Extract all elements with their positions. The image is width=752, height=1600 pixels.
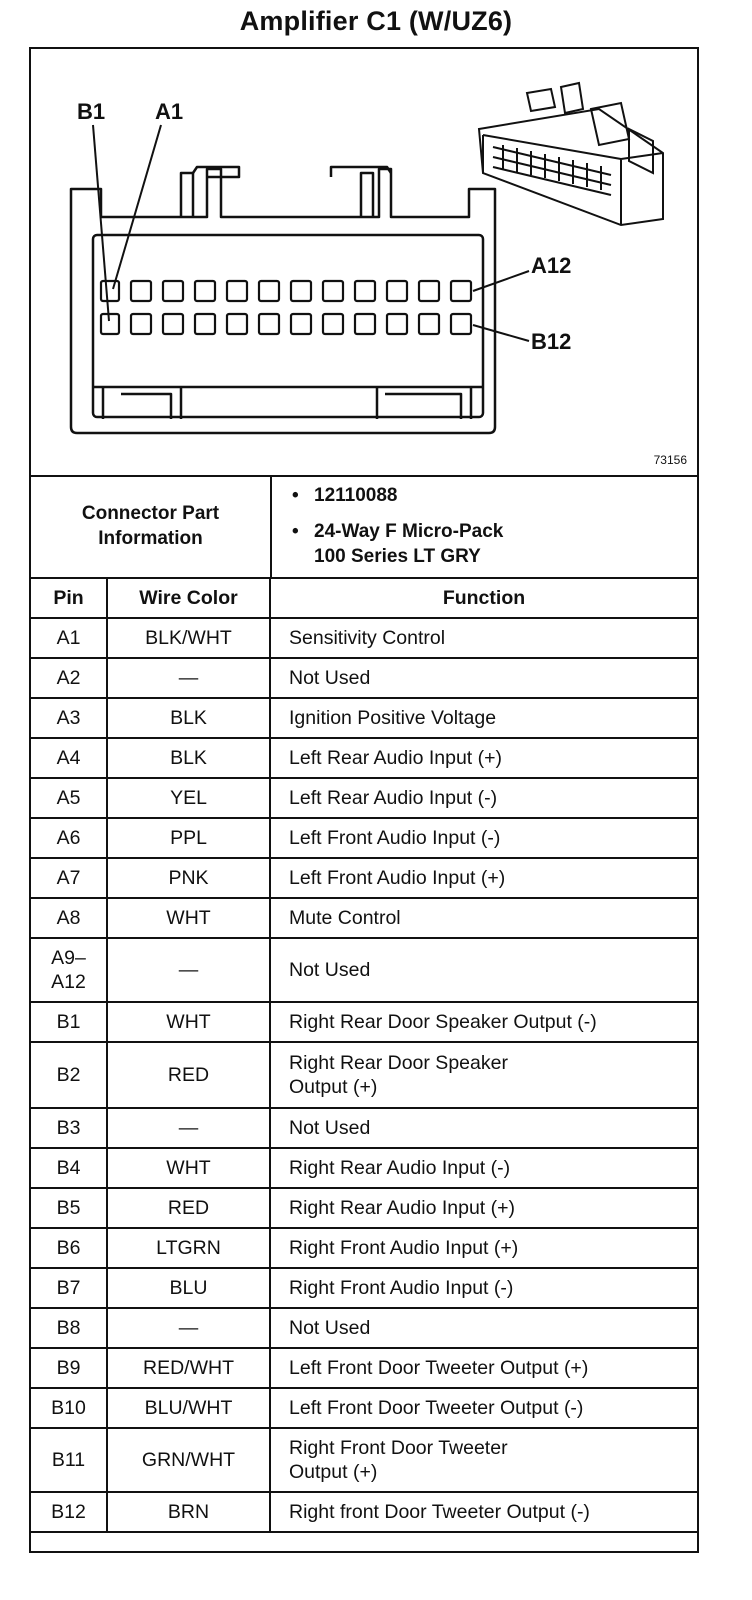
wire-color-cell: LTGRN [107, 1228, 270, 1268]
wire-color-cell: — [107, 1308, 270, 1348]
function-cell: Right Front Audio Input (-) [270, 1268, 697, 1308]
pin-cavities [101, 281, 471, 334]
function-cell: Mute Control [270, 898, 697, 938]
function-cell: Not Used [270, 658, 697, 698]
wire-color-cell: PNK [107, 858, 270, 898]
connector-diagram [31, 49, 697, 477]
wire-color-cell: BLU/WHT [107, 1388, 270, 1428]
function-cell: Sensitivity Control [270, 618, 697, 658]
connector-sheet [29, 47, 699, 1553]
function-cell: Left Front Audio Input (+) [270, 858, 697, 898]
function-cell: Right Rear Door Speaker Output (-) [270, 1002, 697, 1042]
function-line1: Right Front Door Tweeter [289, 1437, 508, 1459]
function-cell: Not Used [270, 1308, 697, 1348]
pin-cell: B7 [31, 1268, 107, 1308]
pin-cell: A4 [31, 738, 107, 778]
wire-color-cell: — [107, 938, 270, 1002]
function-cell: Left Front Door Tweeter Output (-) [270, 1388, 697, 1428]
wire-color-cell: — [107, 658, 270, 698]
wire-color-cell: RED [107, 1188, 270, 1228]
pin-cell [31, 938, 107, 1002]
pin-cell: B8 [31, 1308, 107, 1348]
wire-color-cell: BRN [107, 1492, 270, 1532]
table-row [31, 1492, 697, 1532]
wire-color-cell: BLU [107, 1268, 270, 1308]
table-row [31, 738, 697, 778]
function-cell: Not Used [270, 1108, 697, 1148]
wire-color-cell: — [107, 1108, 270, 1148]
table-row [31, 818, 697, 858]
pin-cell: A3 [31, 698, 107, 738]
function-line2: Output (+) [289, 1461, 378, 1483]
table-row [31, 1308, 697, 1348]
label-a1: A1 [155, 99, 184, 124]
connector-info-heading-line1: Connector Part [81, 503, 220, 524]
connector-info-heading [31, 475, 272, 577]
wire-color-cell: WHT [107, 1002, 270, 1042]
wire-color-cell: RED/WHT [107, 1348, 270, 1388]
function-cell: Not Used [270, 938, 697, 1002]
page-title: Amplifier C1 (W/UZ6) [239, 6, 513, 36]
wire-color-cell: BLK/WHT [107, 618, 270, 658]
label-b12: B12 [531, 329, 572, 354]
table-row [31, 1348, 697, 1388]
connector-face-drawing [31, 49, 697, 475]
wire-color-cell: BLK [107, 698, 270, 738]
function-line2: Output (+) [289, 1076, 378, 1098]
pin-cell: B3 [31, 1108, 107, 1148]
connector-description-item [292, 519, 504, 569]
pin-cell: B2 [31, 1042, 107, 1108]
wire-color-cell: BLK [107, 738, 270, 778]
connector-description-line1: 24-Way F Micro-Pack [314, 521, 504, 542]
pin-line1: A9– [51, 947, 86, 969]
function-cell: Right front Door Tweeter Output (-) [270, 1492, 697, 1532]
wire-color-cell: RED [107, 1042, 270, 1108]
leader-lines [93, 125, 529, 341]
function-line1: Right Rear Door Speaker [289, 1052, 508, 1074]
function-cell: Right Rear Audio Input (-) [270, 1148, 697, 1188]
wire-color-cell: PPL [107, 818, 270, 858]
table-row [31, 1228, 697, 1268]
function-cell: Left Rear Audio Input (-) [270, 778, 697, 818]
connector-info-details [272, 475, 697, 577]
pin-cell: A1 [31, 618, 107, 658]
table-row [31, 938, 697, 1002]
part-number: 12110088 [314, 485, 398, 506]
pin-line2: A12 [51, 971, 86, 993]
label-a12: A12 [531, 253, 572, 278]
wire-color-cell: GRN/WHT [107, 1428, 270, 1492]
table-row [31, 898, 697, 938]
function-cell: Right Front Audio Input (+) [270, 1228, 697, 1268]
function-cell: Left Front Audio Input (-) [270, 818, 697, 858]
header-pin: Pin [31, 578, 107, 618]
pin-cell: A5 [31, 778, 107, 818]
figure-number: 73156 [653, 453, 687, 467]
table-row [31, 1268, 697, 1308]
table-row [31, 1148, 697, 1188]
pin-cell: A8 [31, 898, 107, 938]
table-row [31, 1188, 697, 1228]
table-row [31, 1388, 697, 1428]
table-row [31, 1042, 697, 1108]
connector-iso-view [479, 83, 663, 225]
function-cell [270, 1042, 697, 1108]
connector-part-info [31, 475, 697, 579]
pin-cell: B4 [31, 1148, 107, 1188]
table-row [31, 658, 697, 698]
pin-cell: A7 [31, 858, 107, 898]
function-cell: Left Front Door Tweeter Output (+) [270, 1348, 697, 1388]
wire-color-cell: YEL [107, 778, 270, 818]
table-row [31, 698, 697, 738]
label-b1: B1 [77, 99, 106, 124]
pin-cell: B10 [31, 1388, 107, 1428]
table-row [31, 1108, 697, 1148]
pin-cell: A6 [31, 818, 107, 858]
bullet-icon: • [292, 521, 299, 542]
table-row [31, 1428, 697, 1492]
function-cell [270, 1428, 697, 1492]
pin-cell: B6 [31, 1228, 107, 1268]
wire-color-cell: WHT [107, 1148, 270, 1188]
pin-cell: B9 [31, 1348, 107, 1388]
pin-cell: B12 [31, 1492, 107, 1532]
connector-description-line2: 100 Series LT GRY [314, 546, 481, 567]
table-row [31, 778, 697, 818]
pinout-table [31, 577, 697, 1533]
pin-cell: B5 [31, 1188, 107, 1228]
function-cell: Ignition Positive Voltage [270, 698, 697, 738]
header-wire-color: Wire Color [107, 578, 270, 618]
wire-color-cell: WHT [107, 898, 270, 938]
table-row [31, 858, 697, 898]
connector-info-heading-line2: Information [98, 528, 203, 549]
pin-cell: A2 [31, 658, 107, 698]
part-number-item [292, 485, 398, 507]
table-row [31, 1002, 697, 1042]
table-row [31, 618, 697, 658]
function-cell: Right Rear Audio Input (+) [270, 1188, 697, 1228]
function-cell: Left Rear Audio Input (+) [270, 738, 697, 778]
bullet-icon: • [292, 485, 299, 506]
pin-cell: B11 [31, 1428, 107, 1492]
pin-cell: B1 [31, 1002, 107, 1042]
header-function: Function [270, 578, 697, 618]
table-header-row [31, 578, 697, 618]
